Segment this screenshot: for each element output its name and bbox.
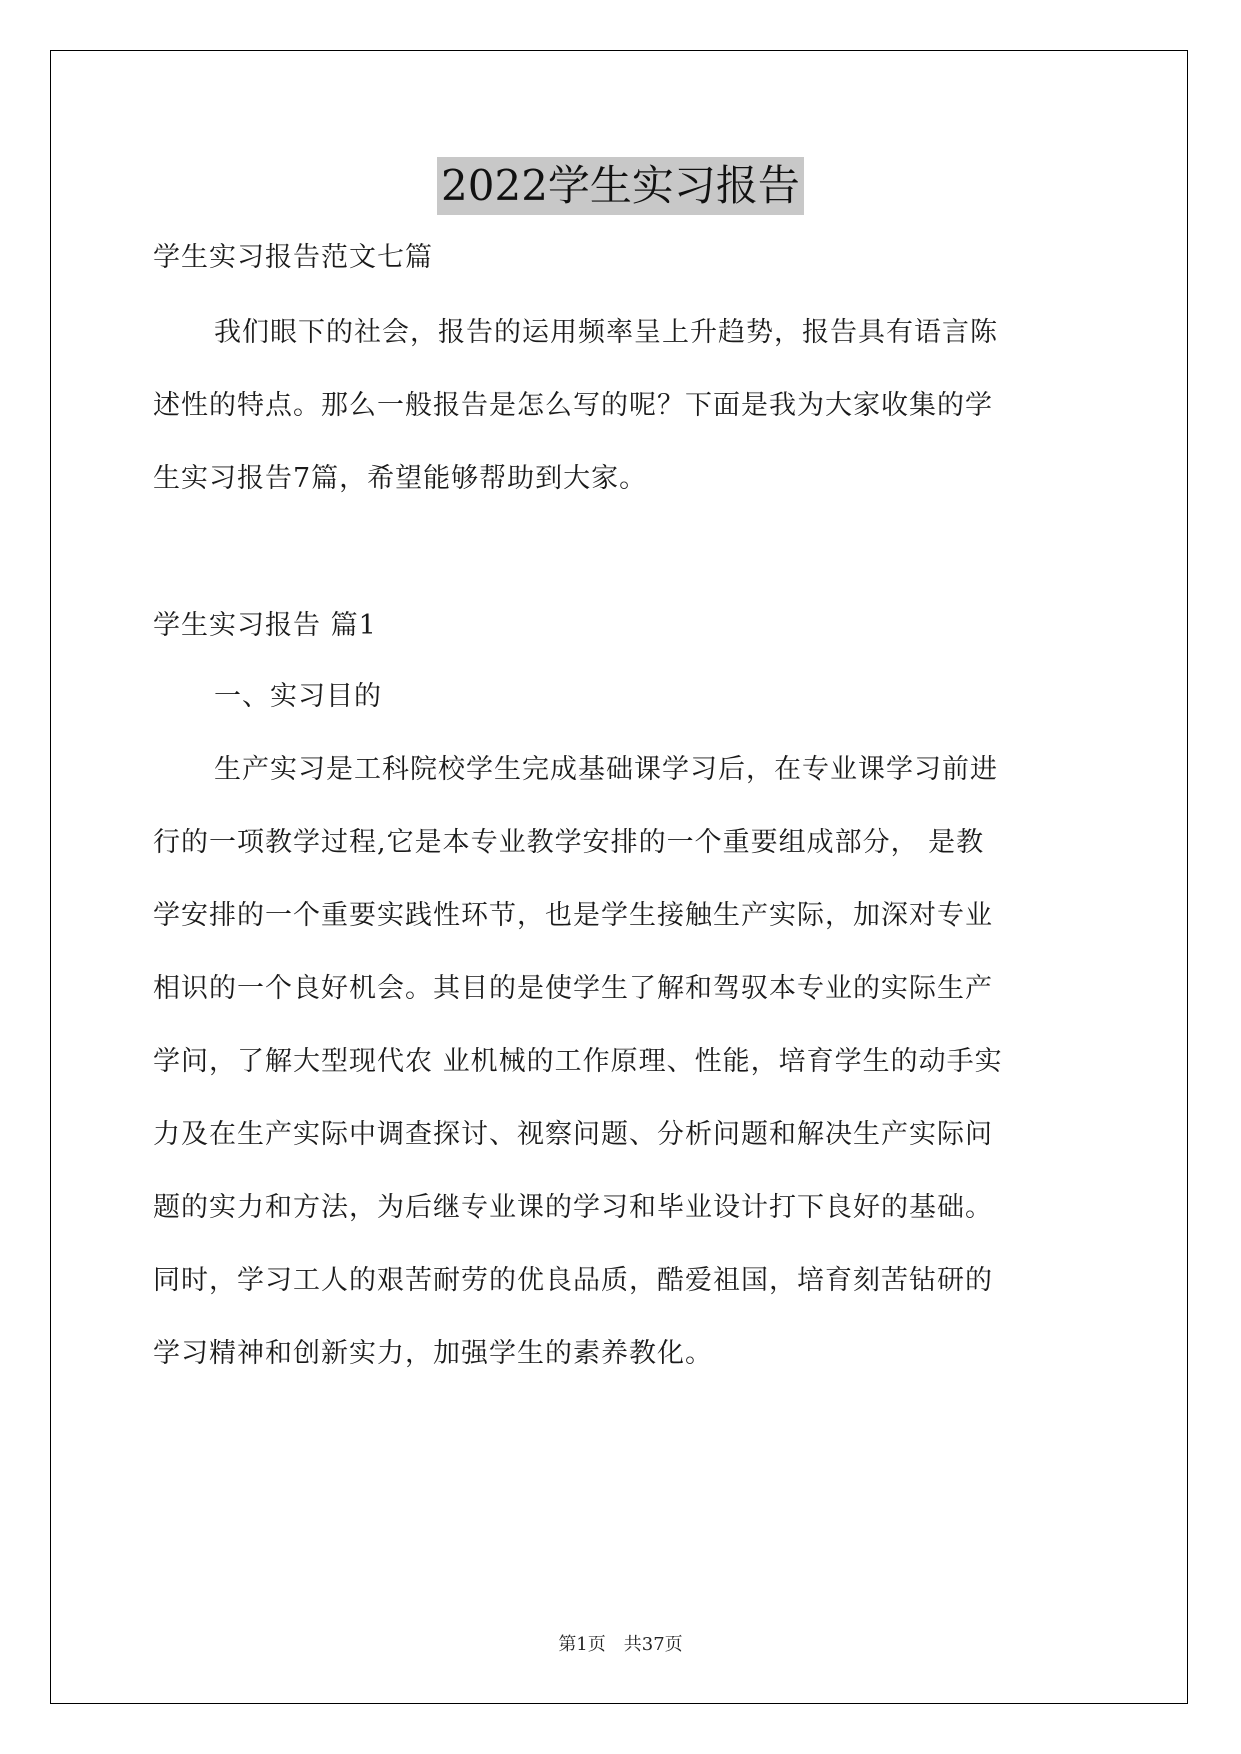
page-footer: 第1页 共37页 [558,1634,683,1655]
body-line-9: 学习精神和创新实力，加强学生的素养教化。 [153,1338,713,1369]
intro-line-3: 生实习报告7篇，希望能够帮助到大家。 [153,463,648,494]
document-title: 2022学生实习报告 [437,157,804,215]
intro-line-2: 述性的特点。那么一般报告是怎么写的呢？下面是我为大家收集的学 [153,390,993,421]
intro-line-1: 我们眼下的社会，报告的运用频率呈上升趋势，报告具有语言陈 [214,317,998,348]
page-border [50,50,1188,1704]
body-line-2: 行的一项教学过程,它是本专业教学安排的一个重要组成部分， 是教 [153,827,985,858]
section-heading: 学生实习报告 篇1 [153,610,377,641]
body-line-8: 同时，学习工人的艰苦耐劳的优良品质，酷爱祖国，培育刻苦钻研的 [153,1265,993,1296]
body-line-6: 力及在生产实际中调查探讨、视察问题、分析问题和解决生产实际问 [153,1119,993,1150]
body-line-7: 题的实力和方法，为后继专业课的学习和毕业设计打下良好的基础。 [153,1192,993,1223]
body-line-3: 学安排的一个重要实践性环节，也是学生接触生产实际，加深对专业 [153,900,993,931]
body-line-4: 相识的一个良好机会。其目的是使学生了解和驾驭本专业的实际生产 [153,973,993,1004]
body-line-1: 生产实习是工科院校学生完成基础课学习后，在专业课学习前进 [214,754,998,785]
subtitle: 学生实习报告范文七篇 [153,242,433,273]
body-line-5: 学问，了解大型现代农 业机械的工作原理、性能，培育学生的动手实 [153,1046,1003,1077]
subheading: 一、实习目的 [214,681,382,712]
title-container [0,157,1241,215]
